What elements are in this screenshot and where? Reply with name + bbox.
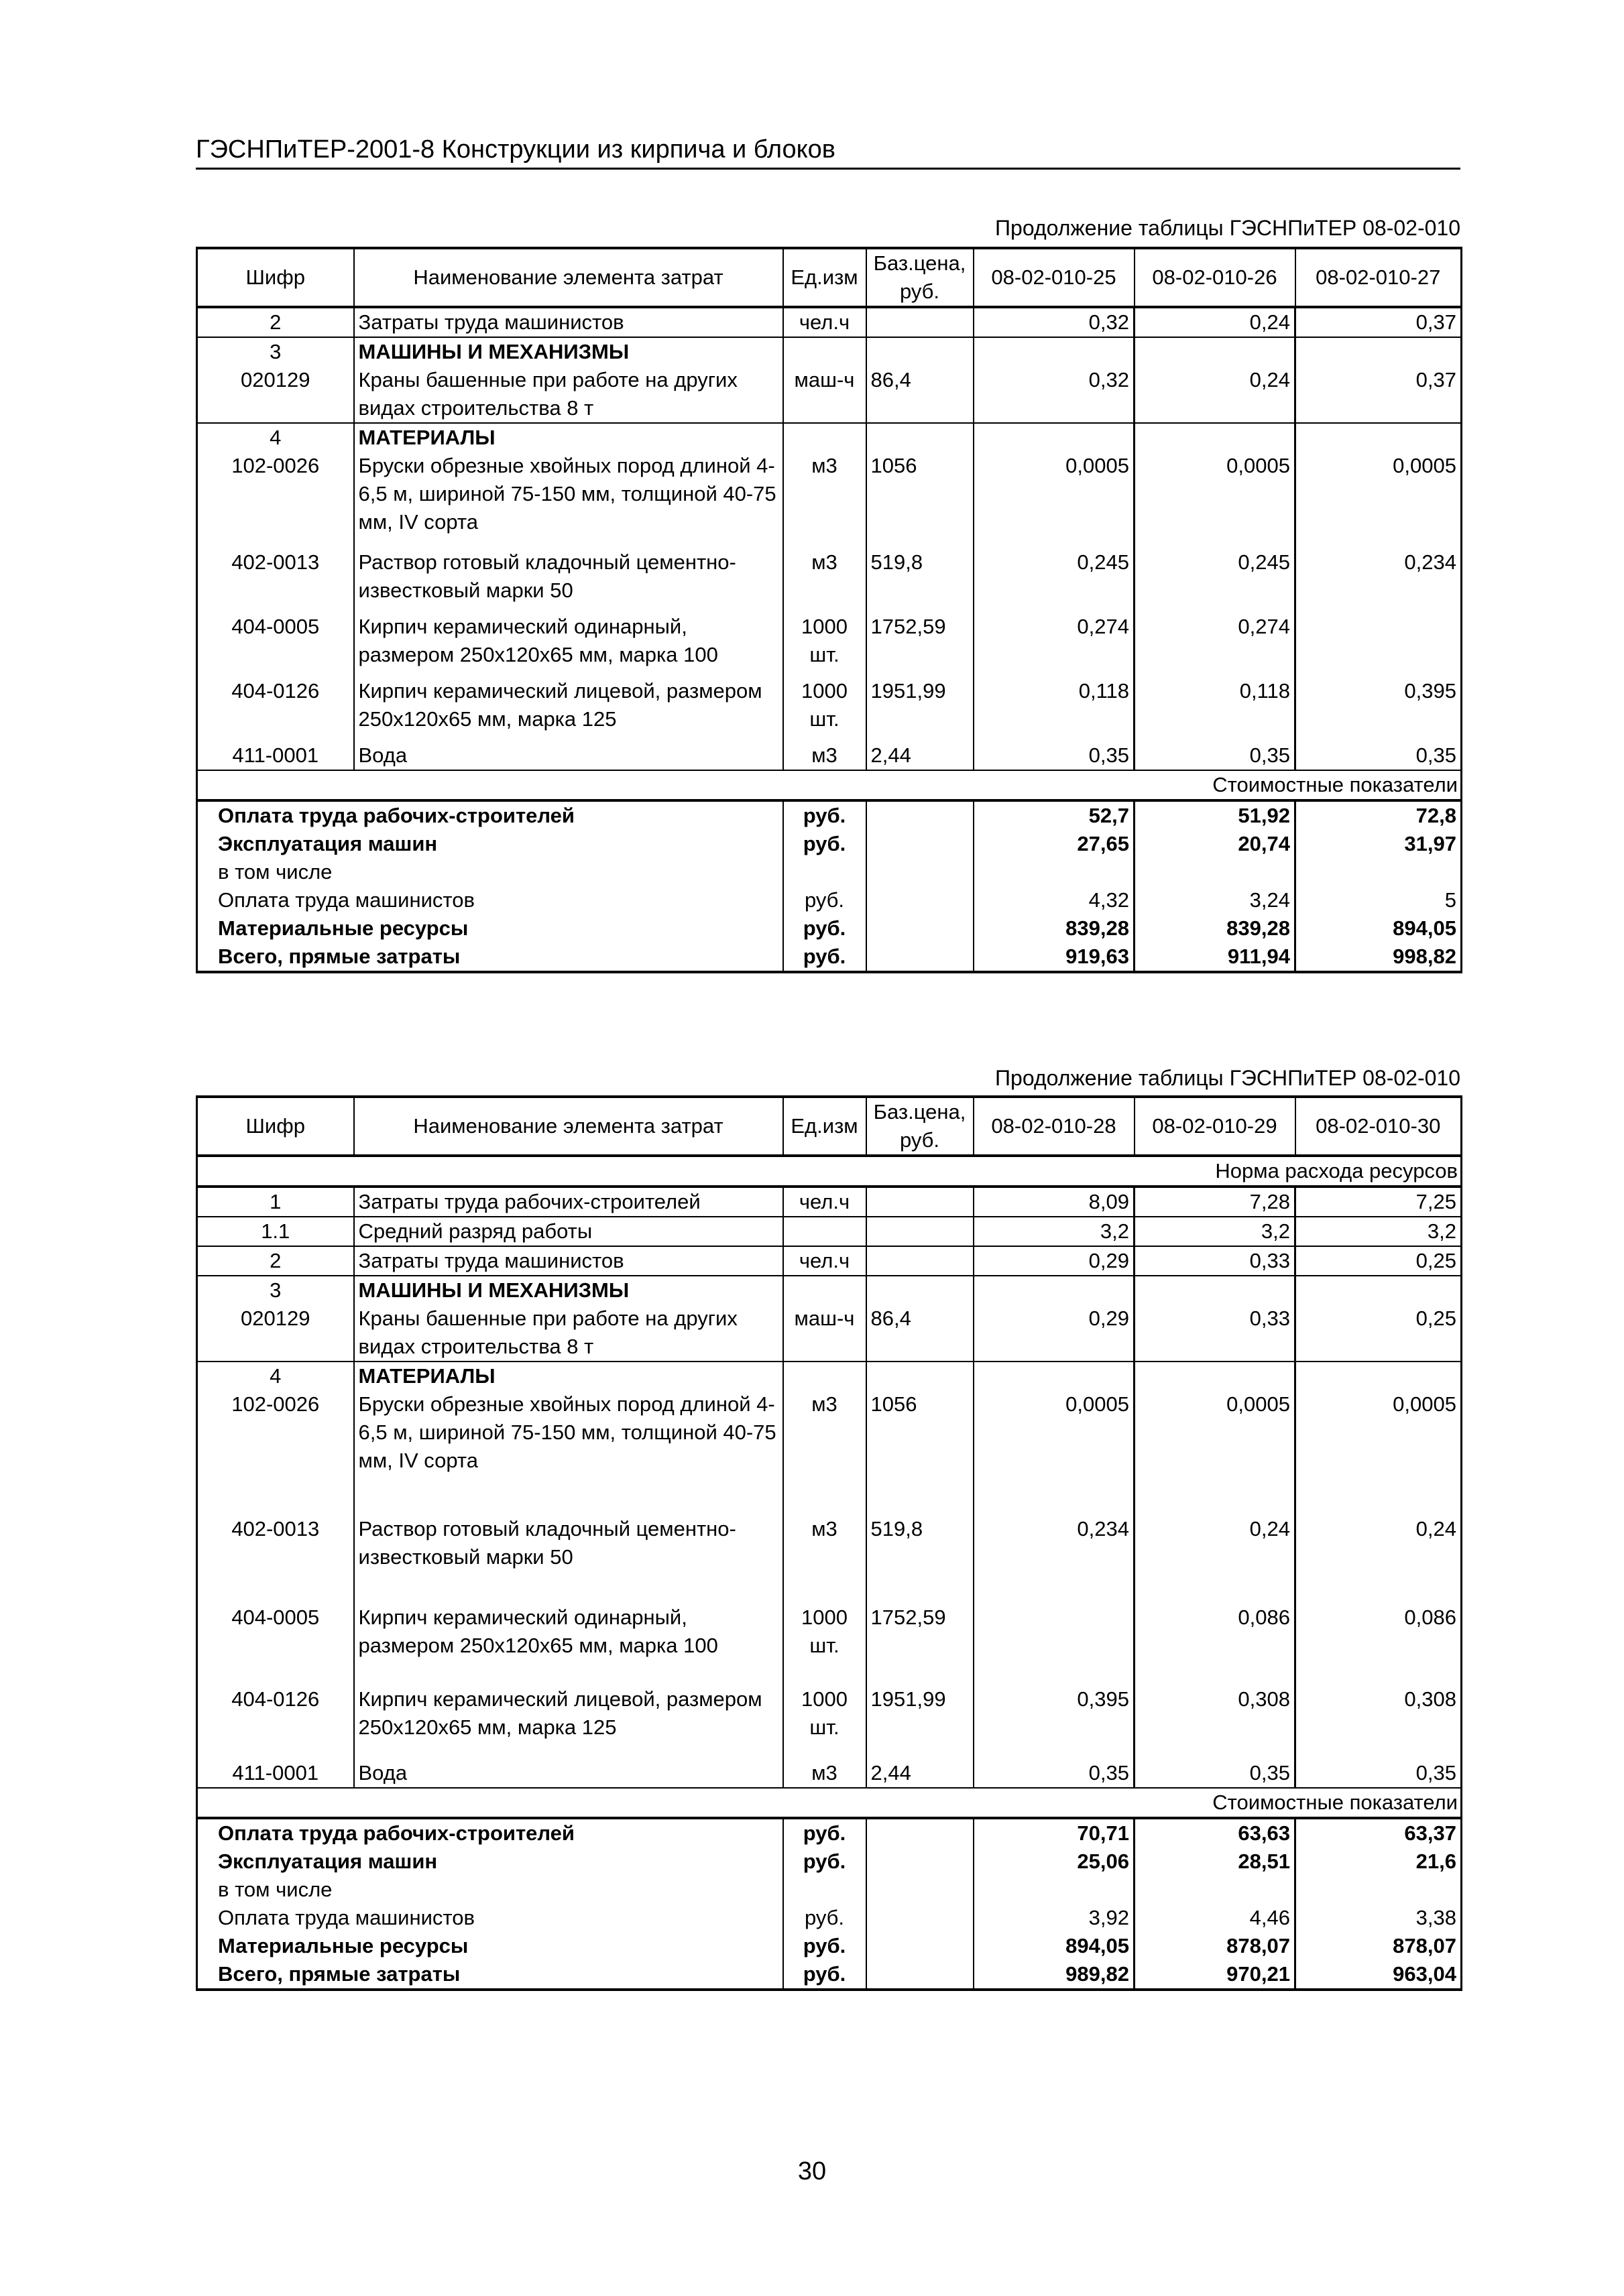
row-value: [1135, 423, 1295, 452]
row-code: 404-0126: [231, 679, 320, 703]
summary-value: [1295, 1876, 1462, 1904]
table-row: [197, 1187, 1462, 1217]
table-row: [197, 677, 1462, 741]
row-price: 2,44: [866, 741, 974, 770]
summary-value: [1295, 858, 1462, 886]
row-name: Кирпич керамический лицевой, размером 250х120х65 мм, марка 125: [354, 1685, 783, 1759]
row-value: 0,0005: [1135, 452, 1295, 548]
row-unit: 1000 шт.: [783, 613, 866, 677]
summary-value: 72,8: [1415, 804, 1456, 827]
row-code: 102-0026: [231, 1392, 320, 1416]
row-name: Затраты труда машинистов: [354, 1246, 783, 1276]
table-row: [197, 548, 1462, 613]
summary-row: [197, 886, 1462, 914]
band-row: [197, 770, 1462, 800]
band-row: [197, 1788, 1462, 1818]
row-value: 0,086: [1404, 1606, 1456, 1629]
row-value: 0,35: [1415, 743, 1456, 767]
summary-row: [197, 943, 1462, 972]
summary-value: [1135, 858, 1295, 886]
summary-unit: руб.: [783, 1960, 866, 1990]
row-code: 404-0126: [231, 1687, 320, 1711]
row-name: Краны башенные при работе на других видах строительства 8 т: [354, 1305, 783, 1362]
summary-value: 51,92: [1135, 800, 1295, 830]
row-value: [1295, 1276, 1462, 1305]
table-row: [197, 1515, 1462, 1604]
col-unit-header: Ед.изм: [783, 248, 866, 307]
row-value: 0,32: [974, 366, 1135, 423]
row-value: 0,118: [974, 677, 1135, 741]
summary-row: [197, 800, 1462, 830]
row-value: 8,09: [974, 1187, 1135, 1217]
row-unit: чел.ч: [783, 1246, 866, 1276]
summary-price: [866, 830, 974, 858]
summary-value: 5: [1444, 888, 1456, 912]
row-code: 020129: [241, 368, 310, 391]
row-value: 0,32: [974, 307, 1135, 337]
summary-value: 878,07: [1135, 1932, 1295, 1960]
row-value: 3,2: [974, 1217, 1135, 1246]
summary-row: [197, 858, 1462, 886]
summary-value: 3,38: [1415, 1906, 1456, 1929]
row-value: 0,0005: [974, 452, 1135, 548]
table-row: [197, 1217, 1462, 1246]
row-value: [974, 423, 1135, 452]
summary-value: 919,63: [974, 943, 1135, 972]
row-price: [866, 1362, 974, 1390]
summary-value: [974, 1876, 1135, 1904]
row-name: Вода: [354, 1759, 783, 1788]
table-row: [197, 1362, 1462, 1390]
row-code: 3: [197, 337, 354, 366]
col-name-header: Наименование элемента затрат: [354, 248, 783, 307]
row-unit: м3: [783, 452, 866, 548]
summary-value: 911,94: [1135, 943, 1295, 972]
row-value: 0,395: [974, 1685, 1135, 1759]
summary-unit: руб.: [783, 914, 866, 943]
row-value: 0,35: [974, 741, 1135, 770]
table-row: [197, 366, 1462, 423]
row-unit: чел.ч: [783, 1187, 866, 1217]
summary-unit: руб.: [783, 886, 866, 914]
row-code: 402-0013: [231, 550, 320, 574]
row-value: [974, 1604, 1135, 1685]
summary-price: [866, 1932, 974, 1960]
row-code: 1.1: [197, 1217, 354, 1246]
row-price: 1752,59: [866, 1604, 974, 1685]
row-code: 102-0026: [231, 454, 320, 477]
summary-name: Эксплуатация машин: [197, 1848, 783, 1876]
summary-value: 839,28: [974, 914, 1135, 943]
row-value: 0,274: [1135, 613, 1295, 677]
col-price-header: Баз.цена, руб.: [866, 248, 974, 307]
row-price: 1752,59: [866, 613, 974, 677]
row-unit: маш-ч: [783, 1305, 866, 1362]
row-value: 0,086: [1135, 1604, 1295, 1685]
table1-caption: Продолжение таблицы ГЭСНПиТЕР 08-02-010: [995, 216, 1460, 240]
summary-name: в том числе: [197, 858, 783, 886]
summary-name: Оплата труда машинистов: [197, 886, 783, 914]
row-value: 0,118: [1135, 677, 1295, 741]
summary-name: Оплата труда рабочих-строителей: [197, 800, 783, 830]
summary-unit: руб.: [783, 830, 866, 858]
table-row: [197, 1604, 1462, 1685]
summary-unit: [783, 1876, 866, 1904]
row-value: 0,234: [1404, 550, 1456, 574]
table-row: [197, 1246, 1462, 1276]
summary-row: [197, 1960, 1462, 1990]
row-value: 0,35: [1415, 1761, 1456, 1785]
row-name: Бруски обрезные хвойных пород длиной 4-6,5 м, шириной 75-150 мм, толщиной 40-75 мм, IV сорта: [354, 1390, 783, 1515]
summary-price: [866, 1848, 974, 1876]
table-row: [197, 337, 1462, 366]
summary-name: Всего, прямые затраты: [197, 943, 783, 972]
row-price: 86,4: [866, 366, 974, 423]
row-value: 0,25: [1415, 1307, 1456, 1330]
summary-value: [1135, 1876, 1295, 1904]
summary-price: [866, 1960, 974, 1990]
summary-name: Всего, прямые затраты: [197, 1960, 783, 1990]
row-unit: [783, 423, 866, 452]
summary-value: [974, 858, 1135, 886]
table-row: [197, 307, 1462, 337]
row-value: 0,395: [1404, 679, 1456, 703]
table-header-row: [197, 1097, 1462, 1156]
band-label: Стоимостные показатели: [197, 1788, 1462, 1818]
table-row: [197, 452, 1462, 548]
row-value: 0,245: [1135, 548, 1295, 613]
row-price: 2,44: [866, 1759, 974, 1788]
summary-unit: руб.: [783, 800, 866, 830]
summary-row: [197, 830, 1462, 858]
row-unit: 1000 шт.: [783, 1604, 866, 1685]
row-value: 0,0005: [1135, 1390, 1295, 1515]
summary-value: 63,63: [1135, 1818, 1295, 1848]
summary-value: 27,65: [974, 830, 1135, 858]
row-price: 1951,99: [866, 1685, 974, 1759]
row-name: Затраты труда рабочих-строителей: [354, 1187, 783, 1217]
row-value: 0,33: [1135, 1246, 1295, 1276]
row-value: [1295, 423, 1462, 452]
summary-value: 4,46: [1135, 1904, 1295, 1932]
row-unit: м3: [783, 548, 866, 613]
row-price: [866, 1217, 974, 1246]
row-value: 0,0005: [1393, 454, 1456, 477]
row-value: [974, 337, 1135, 366]
row-value: 0,37: [1415, 368, 1456, 391]
row-value: 0,29: [974, 1305, 1135, 1362]
summary-price: [866, 858, 974, 886]
col-variant-header: 08-02-010-30: [1295, 1097, 1462, 1156]
row-price: 1056: [866, 1390, 974, 1515]
summary-value: 21,6: [1415, 1850, 1456, 1873]
summary-row: [197, 914, 1462, 943]
row-unit: м3: [783, 741, 866, 770]
row-value: 0,29: [974, 1246, 1135, 1276]
summary-price: [866, 1818, 974, 1848]
summary-value: 894,05: [974, 1932, 1135, 1960]
row-unit: м3: [783, 1390, 866, 1515]
section-title: МАШИНЫ И МЕХАНИЗМЫ: [354, 1276, 783, 1305]
row-code: 1: [270, 1190, 282, 1213]
summary-value: 31,97: [1404, 832, 1456, 855]
row-code: 404-0005: [231, 615, 320, 638]
row-unit: [783, 1362, 866, 1390]
table-row: [197, 423, 1462, 452]
summary-value: 70,71: [974, 1818, 1135, 1848]
summary-value: 28,51: [1135, 1848, 1295, 1876]
col-code-header: Шифр: [197, 1097, 354, 1156]
row-value: 7,25: [1415, 1190, 1456, 1213]
summary-price: [866, 914, 974, 943]
row-name: Бруски обрезные хвойных пород длиной 4-6,5 м, шириной 75-150 мм, толщиной 40-75 мм, IV сорта: [354, 452, 783, 548]
summary-value: 3,24: [1135, 886, 1295, 914]
row-code: 2: [270, 310, 282, 334]
row-price: 519,8: [866, 548, 974, 613]
row-price: [866, 1187, 974, 1217]
summary-name: Оплата труда рабочих-строителей: [197, 1818, 783, 1848]
row-value: 0,308: [1135, 1685, 1295, 1759]
row-code: 404-0005: [231, 1606, 320, 1629]
row-price: 1951,99: [866, 677, 974, 741]
row-price: [866, 307, 974, 337]
row-value: 7,28: [1135, 1187, 1295, 1217]
page-header: ГЭСНПиТЕР-2001-8 Конструкции из кирпича и блоков: [196, 134, 1460, 170]
row-value: 0,35: [1135, 741, 1295, 770]
band-row: [197, 1156, 1462, 1187]
section-title: МАТЕРИАЛЫ: [354, 1362, 783, 1390]
table-row: [197, 1685, 1462, 1759]
row-value: 0,0005: [1393, 1392, 1456, 1416]
row-price: 86,4: [866, 1305, 974, 1362]
summary-value: 970,21: [1135, 1960, 1295, 1990]
summary-value: 878,07: [1393, 1934, 1456, 1957]
summary-value: 963,04: [1393, 1962, 1456, 1986]
row-code: 411-0001: [232, 743, 319, 767]
row-price: 519,8: [866, 1515, 974, 1604]
row-value: 0,308: [1404, 1687, 1456, 1711]
row-unit: м3: [783, 1759, 866, 1788]
row-name: Кирпич керамический лицевой, размером 250х120х65 мм, марка 125: [354, 677, 783, 741]
row-price: [866, 337, 974, 366]
row-unit: 1000 шт.: [783, 677, 866, 741]
summary-row: [197, 1932, 1462, 1960]
row-unit: м3: [783, 1515, 866, 1604]
col-code-header: Шифр: [197, 248, 354, 307]
row-value: [1135, 1362, 1295, 1390]
summary-value: 998,82: [1393, 945, 1456, 968]
summary-price: [866, 1904, 974, 1932]
row-value: 0,24: [1415, 1517, 1456, 1540]
table-row: [197, 613, 1462, 677]
row-code: 4: [197, 1362, 354, 1390]
row-code: 2: [197, 1246, 354, 1276]
row-value: [1295, 613, 1462, 677]
summary-name: Материальные ресурсы: [197, 1932, 783, 1960]
summary-row: [197, 1904, 1462, 1932]
table2-caption: Продолжение таблицы ГЭСНПиТЕР 08-02-010: [995, 1066, 1460, 1090]
table-row: [197, 1390, 1462, 1515]
band-label: Стоимостные показатели: [197, 770, 1462, 800]
row-code: 4: [197, 423, 354, 452]
row-value: [1135, 337, 1295, 366]
row-value: 0,234: [974, 1515, 1135, 1604]
row-value: [974, 1276, 1135, 1305]
summary-value: 989,82: [974, 1960, 1135, 1990]
row-value: 0,24: [1135, 366, 1295, 423]
summary-price: [866, 800, 974, 830]
row-value: 0,25: [1295, 1246, 1462, 1276]
row-value: 0,24: [1135, 1515, 1295, 1604]
row-code: 411-0001: [232, 1761, 319, 1785]
summary-value: 20,74: [1135, 830, 1295, 858]
table-row: [197, 1759, 1462, 1788]
resource-table-1: [196, 247, 1462, 973]
resource-table-2: [196, 1095, 1462, 1991]
col-name-header: Наименование элемента затрат: [354, 1097, 783, 1156]
row-value: 3,2: [1135, 1217, 1295, 1246]
row-code: 402-0013: [231, 1517, 320, 1540]
row-value: 0,245: [974, 548, 1135, 613]
summary-value: 3,92: [974, 1904, 1135, 1932]
row-price: [866, 1246, 974, 1276]
summary-name: Оплата труда машинистов: [197, 1904, 783, 1932]
summary-row: [197, 1818, 1462, 1848]
row-unit: [783, 1217, 866, 1246]
row-unit: чел.ч: [783, 307, 866, 337]
row-name: Вода: [354, 741, 783, 770]
row-code: 020129: [241, 1307, 310, 1330]
col-variant-header: 08-02-010-29: [1135, 1097, 1295, 1156]
summary-unit: руб.: [783, 1904, 866, 1932]
summary-name: Эксплуатация машин: [197, 830, 783, 858]
row-unit: маш-ч: [783, 366, 866, 423]
summary-unit: руб.: [783, 1818, 866, 1848]
summary-value: 894,05: [1393, 916, 1456, 940]
row-value: 0,33: [1135, 1305, 1295, 1362]
row-price: 1056: [866, 452, 974, 548]
row-value: [1135, 1276, 1295, 1305]
summary-unit: руб.: [783, 1848, 866, 1876]
row-value: 0,35: [1135, 1759, 1295, 1788]
row-value: 0,35: [974, 1759, 1135, 1788]
summary-row: [197, 1876, 1462, 1904]
col-unit-header: Ед.изм: [783, 1097, 866, 1156]
row-value: 0,274: [974, 613, 1135, 677]
summary-unit: руб.: [783, 943, 866, 972]
col-variant-header: 08-02-010-26: [1135, 248, 1295, 307]
summary-price: [866, 1876, 974, 1904]
summary-value: 4,32: [974, 886, 1135, 914]
row-unit: [783, 1276, 866, 1305]
table-row: [197, 741, 1462, 770]
row-value: 0,37: [1415, 310, 1456, 334]
row-unit: [783, 337, 866, 366]
summary-value: 52,7: [974, 800, 1135, 830]
col-variant-header: 08-02-010-28: [974, 1097, 1135, 1156]
row-code: 3: [197, 1276, 354, 1305]
summary-name: в том числе: [197, 1876, 783, 1904]
row-unit: 1000 шт.: [783, 1685, 866, 1759]
row-price: [866, 1276, 974, 1305]
summary-price: [866, 943, 974, 972]
row-value: 3,2: [1295, 1217, 1462, 1246]
row-name: Затраты труда машинистов: [354, 307, 783, 337]
page-number: 30: [797, 2157, 827, 2185]
row-value: 0,24: [1135, 307, 1295, 337]
row-value: [1295, 1362, 1462, 1390]
summary-value: 25,06: [974, 1848, 1135, 1876]
row-value: 0,0005: [974, 1390, 1135, 1515]
row-name: Кирпич керамический одинарный, размером 250х120х65 мм, марка 100: [354, 613, 783, 677]
table-header-row: [197, 248, 1462, 307]
summary-value: 839,28: [1135, 914, 1295, 943]
row-name: Краны башенные при работе на других видах строительства 8 т: [354, 366, 783, 423]
row-name: Раствор готовый кладочный цементно-известковый марки 50: [354, 1515, 783, 1604]
row-value: [1295, 337, 1462, 366]
summary-unit: [783, 858, 866, 886]
summary-price: [866, 886, 974, 914]
row-price: [866, 423, 974, 452]
summary-unit: руб.: [783, 1932, 866, 1960]
summary-value: 63,37: [1404, 1821, 1456, 1845]
section-title: МАШИНЫ И МЕХАНИЗМЫ: [354, 337, 783, 366]
row-name: Раствор готовый кладочный цементно-известковый марки 50: [354, 548, 783, 613]
row-name: Средний разряд работы: [354, 1217, 783, 1246]
summary-name: Материальные ресурсы: [197, 914, 783, 943]
table-row: [197, 1305, 1462, 1362]
section-title: МАТЕРИАЛЫ: [354, 423, 783, 452]
col-variant-header: 08-02-010-27: [1295, 248, 1462, 307]
table-row: [197, 1276, 1462, 1305]
col-price-header: Баз.цена, руб.: [866, 1097, 974, 1156]
band-label: Норма расхода ресурсов: [197, 1156, 1462, 1187]
summary-row: [197, 1848, 1462, 1876]
row-value: [974, 1362, 1135, 1390]
col-variant-header: 08-02-010-25: [974, 248, 1135, 307]
row-name: Кирпич керамический одинарный, размером 250х120х65 мм, марка 100: [354, 1604, 783, 1685]
